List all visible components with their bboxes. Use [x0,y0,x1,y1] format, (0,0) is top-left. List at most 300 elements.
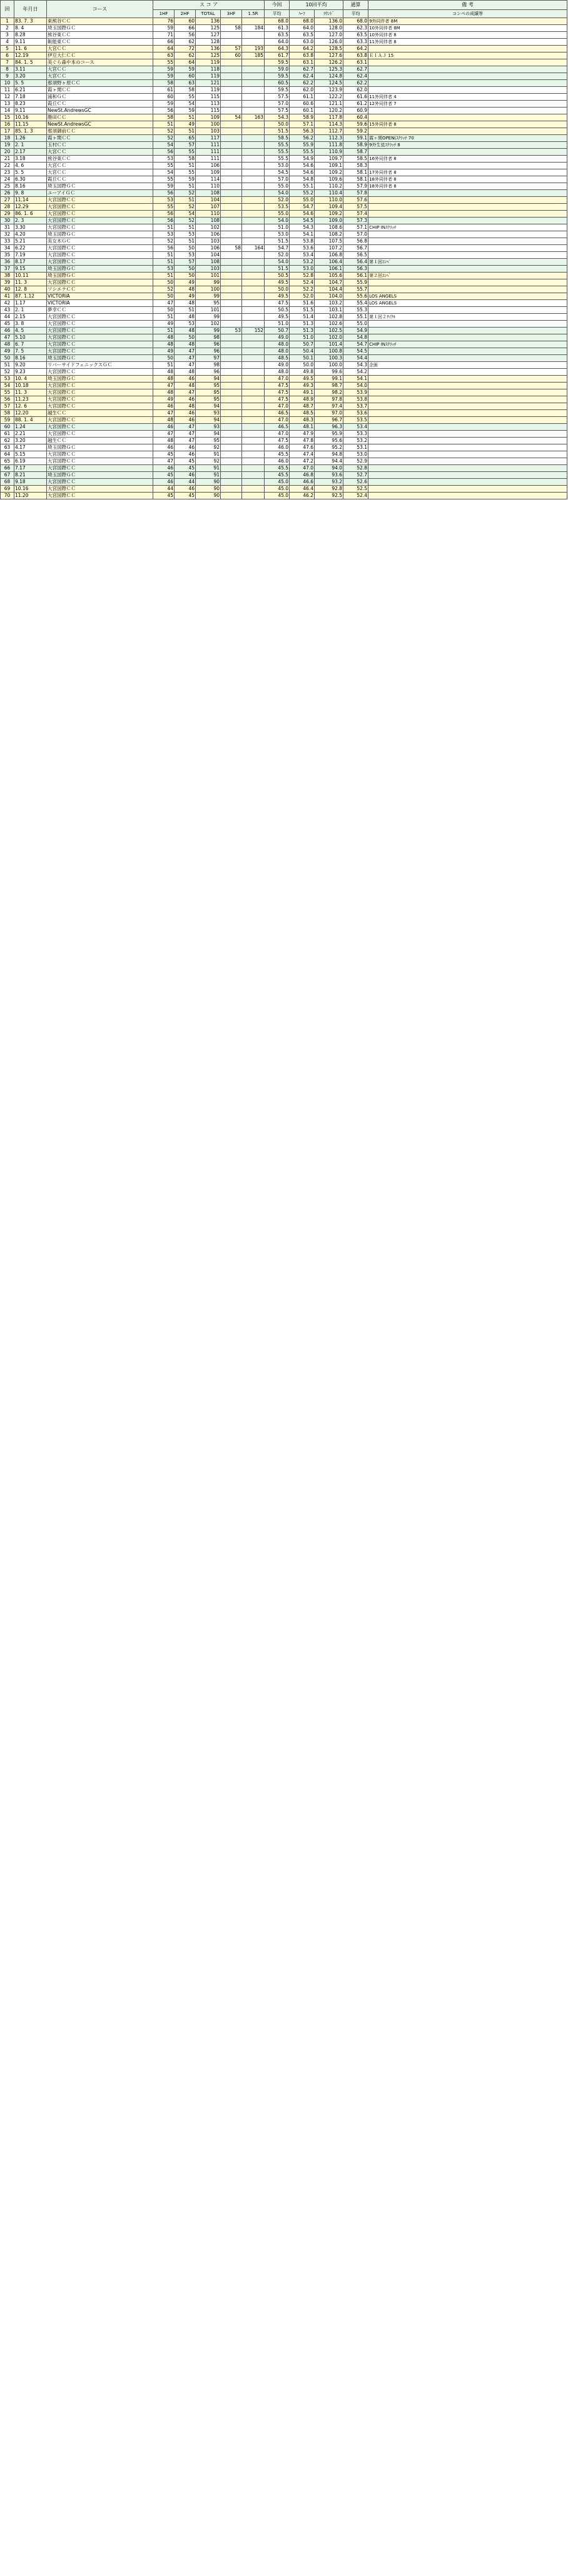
row-today: 47.5 [265,300,290,307]
table-row [1,66,567,73]
score-table [0,0,567,499]
row-h2: 47 [175,348,196,355]
row-h3 [221,279,242,286]
row-h1: 55 [153,204,175,211]
row-h15 [242,348,265,355]
row-avg10-half: 55.2 [290,190,315,197]
row-h2: 59 [175,108,196,114]
row-avg10-round: 92.8 [315,486,343,493]
row-total: 109 [196,114,221,121]
header-h15: 1.5R [242,10,265,18]
table-row [1,328,567,334]
row-today: 45.0 [265,479,290,486]
row-no: 24 [1,176,14,183]
row-memo [368,334,567,341]
row-h1: 48 [153,334,175,341]
row-date: 8.28 [14,32,47,39]
row-h2: 53 [175,231,196,238]
row-total: 98 [196,362,221,369]
row-today: 54.0 [265,190,290,197]
row-h3 [221,417,242,424]
row-h2: 55 [175,94,196,101]
row-hc: 54.2 [343,369,368,376]
row-h1: 47 [153,410,175,417]
row-date: 12. 6 [14,403,47,410]
row-memo: 10外同伴者 8M [368,25,567,32]
row-today: 58.5 [265,135,290,142]
row-no: 41 [1,293,14,300]
row-avg10-half: 47.9 [290,431,315,438]
row-memo: 第１回２ｻｲｸﾙ [368,314,567,321]
row-no: 54 [1,383,14,389]
row-avg10-half: 63.0 [290,39,315,46]
row-no: 19 [1,142,14,149]
row-avg10-half: 50.4 [290,348,315,355]
row-h3 [221,211,242,218]
row-h2: 51 [175,224,196,231]
row-h1: 63 [153,53,175,59]
row-memo [368,252,567,259]
row-avg10-round: 122.2 [315,94,343,101]
row-avg10-half: 62.7 [290,66,315,73]
row-h1: 47 [153,383,175,389]
row-no: 25 [1,183,14,190]
table-row [1,389,567,396]
row-h3 [221,121,242,128]
row-memo [368,431,567,438]
row-date: 5.10 [14,334,47,341]
row-memo [368,348,567,355]
row-memo: 18外同伴者 8 [368,176,567,183]
row-course: 越生ＣＣ [47,438,153,444]
row-avg10-round: 109.2 [315,169,343,176]
row-course: 大宮国際ＣＣ [47,259,153,266]
row-total: 94 [196,431,221,438]
row-course: 東熊谷ＣＣ [47,18,153,25]
row-h3 [221,293,242,300]
row-course: 大宮国際ＣＣ [47,486,153,493]
table-row [1,169,567,176]
row-date: 9.11 [14,39,47,46]
row-memo: 第２回ｺﾝﾍﾟ [368,273,567,279]
score-sheet [0,0,567,499]
row-hc: 55.7 [343,286,368,293]
row-today: 59.0 [265,66,290,73]
row-hc: 54.9 [343,328,368,334]
row-course: 大宮国際ＣＣ [47,328,153,334]
row-avg10-half: 55.1 [290,183,315,190]
row-h3 [221,355,242,362]
row-memo [368,417,567,424]
row-memo [368,231,567,238]
row-course: 浦和ＧＣ [47,94,153,101]
row-course: 大宮国際ＣＣ [47,348,153,355]
row-avg10-half: 63.8 [290,53,315,59]
row-avg10-round: 94.0 [315,465,343,472]
row-course: NewSt.AndrewsGC [47,108,153,114]
row-avg10-half: 53.0 [290,266,315,273]
row-h3 [221,18,242,25]
header-hc: 通算 [343,1,368,10]
row-no: 69 [1,486,14,493]
row-memo: 12外同伴者 7 [368,101,567,108]
row-hc: 63.3 [343,39,368,46]
row-memo [368,238,567,245]
row-h2: 51 [175,114,196,121]
row-h1: 56 [153,149,175,156]
row-date: 83. 7. 3 [14,18,47,25]
row-h1: 52 [153,128,175,135]
row-avg10-round: 110.9 [315,149,343,156]
row-h2: 51 [175,183,196,190]
row-h15 [242,211,265,218]
row-h2: 44 [175,479,196,486]
table-row [1,53,567,59]
row-h15 [242,355,265,362]
row-h3 [221,190,242,197]
row-hc: 54.5 [343,348,368,355]
row-today: 64.3 [265,46,290,53]
row-h1: 64 [153,46,175,53]
row-avg10-round: 102.0 [315,334,343,341]
row-date: 12.20 [14,410,47,417]
row-avg10-half: 46.2 [290,493,315,499]
row-date: 3.20 [14,73,47,80]
row-h2: 53 [175,321,196,328]
row-total: 119 [196,73,221,80]
row-course: 大宮国際ＣＣ [47,493,153,499]
row-h3 [221,493,242,499]
row-memo: LOS ANGELS [368,300,567,307]
row-today: 46.5 [265,410,290,417]
row-total: 102 [196,321,221,328]
row-avg10-round: 96.7 [315,417,343,424]
row-h2: 58 [175,156,196,163]
row-avg10-round: 109.4 [315,204,343,211]
row-avg10-half: 48.9 [290,396,315,403]
row-memo [368,458,567,465]
row-no: 67 [1,472,14,479]
row-no: 20 [1,149,14,156]
row-h1: 48 [153,341,175,348]
row-h2: 57 [175,259,196,266]
row-no: 1 [1,18,14,25]
row-avg10-round: 95.6 [315,438,343,444]
row-memo [368,486,567,493]
row-h3 [221,142,242,149]
row-avg10-half: 51.6 [290,300,315,307]
row-h15 [242,410,265,417]
row-no: 27 [1,197,14,204]
row-total: 95 [196,438,221,444]
row-memo [368,493,567,499]
row-h2: 49 [175,279,196,286]
row-course: 那須野ヶ原ＣＣ [47,80,153,87]
row-date: 1.24 [14,424,47,431]
row-no: 61 [1,431,14,438]
row-date: 10.16 [14,486,47,493]
row-avg10-half: 64.2 [290,46,315,53]
row-avg10-half: 50.0 [290,362,315,369]
table-row [1,18,567,25]
row-hc: 55.1 [343,314,368,321]
row-total: 92 [196,444,221,451]
row-memo: 9外生徒ｽｸﾗｯﾁ 8 [368,142,567,149]
row-date: 11. 3 [14,389,47,396]
row-avg10-round: 108.6 [315,224,343,231]
row-h2: 46 [175,472,196,479]
row-h1: 51 [153,314,175,321]
row-hc: 58.5 [343,156,368,163]
row-no: 30 [1,218,14,224]
row-avg10-half: 54.8 [290,176,315,183]
row-h15 [242,190,265,197]
row-avg10-round: 106.1 [315,266,343,273]
row-h1: 76 [153,18,175,25]
row-h2: 50 [175,266,196,273]
row-h1: 52 [153,135,175,142]
row-today: 51.5 [265,238,290,245]
row-hc: 62.4 [343,73,368,80]
row-no: 26 [1,190,14,197]
row-h2: 50 [175,245,196,252]
row-avg10-half: 58.9 [290,114,315,121]
table-row [1,266,567,273]
row-avg10-round: 93.2 [315,479,343,486]
row-date: 87. 1.12 [14,293,47,300]
table-row [1,197,567,204]
row-memo [368,73,567,80]
row-total: 95 [196,383,221,389]
row-no: 59 [1,417,14,424]
row-avg10-half: 64.0 [290,25,315,32]
row-h15 [242,59,265,66]
row-today: 50.5 [265,273,290,279]
row-memo [368,59,567,66]
row-h3 [221,259,242,266]
row-today: 50.5 [265,307,290,314]
row-total: 115 [196,94,221,101]
row-total: 108 [196,190,221,197]
row-total: 90 [196,479,221,486]
row-h3: 57 [221,46,242,53]
row-no: 4 [1,39,14,46]
row-course: 那須御前ＣＣ [47,128,153,135]
row-avg10-round: 94.4 [315,458,343,465]
row-date: 11.14 [14,197,47,204]
row-hc: 53.9 [343,389,368,396]
row-h3: 58 [221,245,242,252]
row-h2: 72 [175,46,196,53]
row-hc: 53.2 [343,438,368,444]
row-date: 85. 1. 3 [14,128,47,135]
row-avg10-round: 126.0 [315,39,343,46]
row-today: 53.0 [265,163,290,169]
row-today: 61.3 [265,25,290,32]
row-avg10-round: 114.3 [315,121,343,128]
row-avg10-round: 127.0 [315,32,343,39]
row-h3 [221,403,242,410]
row-course: NewSt.AndrewsGC [47,121,153,128]
row-course: 大宮国際ＣＣ [47,424,153,431]
row-total: 97 [196,355,221,362]
row-h2: 62 [175,53,196,59]
table-row [1,410,567,417]
row-no: 37 [1,266,14,273]
row-h2: 46 [175,486,196,493]
row-no: 65 [1,458,14,465]
row-h3 [221,314,242,321]
row-today: 47.0 [265,417,290,424]
row-total: 95 [196,389,221,396]
row-course: 勝田ＣＣ [47,114,153,121]
row-today: 50.7 [265,328,290,334]
row-h3 [221,183,242,190]
row-hc: 62.0 [343,87,368,94]
row-memo [368,108,567,114]
row-h15 [242,314,265,321]
row-h1: 45 [153,493,175,499]
row-today: 47.0 [265,431,290,438]
row-h15: 184 [242,25,265,32]
row-course: 霞丘ＣＣ [47,176,153,183]
table-row [1,211,567,218]
table-row [1,156,567,163]
row-h2: 55 [175,169,196,176]
row-memo [368,465,567,472]
row-h1: 52 [153,238,175,245]
row-h2: 47 [175,438,196,444]
row-h3 [221,321,242,328]
row-avg10-half: 56.2 [290,135,315,142]
row-no: 45 [1,321,14,328]
row-avg10-round: 109.0 [315,218,343,224]
row-total: 110 [196,183,221,190]
row-today: 49.0 [265,362,290,369]
row-total: 93 [196,410,221,417]
row-date: 3.11 [14,66,47,73]
table-row [1,424,567,431]
row-date: 3. 8 [14,321,47,328]
row-total: 119 [196,59,221,66]
row-today: 54.7 [265,245,290,252]
row-date: 4. 5 [14,328,47,334]
table-row [1,431,567,438]
row-memo [368,383,567,389]
row-h3 [221,252,242,259]
row-avg10-half: 54.6 [290,211,315,218]
row-h3: 58 [221,25,242,32]
row-h15 [242,383,265,389]
row-avg10-round: 107.2 [315,245,343,252]
row-h1: 56 [153,211,175,218]
table-row [1,149,567,156]
row-h1: 46 [153,424,175,431]
header-h1: 1HF [153,10,175,18]
row-no: 47 [1,334,14,341]
row-course: 大宮国際ＣＣ [47,458,153,465]
row-date: 6. 7 [14,341,47,348]
row-h3 [221,169,242,176]
row-avg10-round: 104.7 [315,279,343,286]
row-h15 [242,341,265,348]
row-avg10-half: 46.8 [290,472,315,479]
row-hc: 63.8 [343,53,368,59]
row-date: 6.30 [14,176,47,183]
row-total: 96 [196,341,221,348]
row-today: 64.0 [265,39,290,46]
row-total: 106 [196,163,221,169]
row-h2: 48 [175,286,196,293]
table-row [1,218,567,224]
row-total: 90 [196,493,221,499]
row-today: 55.5 [265,156,290,163]
row-h15 [242,424,265,431]
row-avg10-round: 123.9 [315,87,343,94]
row-today: 57.5 [265,108,290,114]
row-hc: 58.9 [343,142,368,149]
table-row [1,334,567,341]
row-h1: 48 [153,376,175,383]
row-avg10-round: 124.5 [315,80,343,87]
row-hc: 54.4 [343,355,368,362]
row-h2: 47 [175,424,196,431]
row-h15 [242,431,265,438]
row-date: 3.18 [14,156,47,163]
row-hc: 59.1 [343,135,368,142]
row-total: 127 [196,32,221,39]
row-avg10-round: 124.8 [315,73,343,80]
row-date: 12.19 [14,53,47,59]
row-h15 [242,149,265,156]
row-total: 91 [196,451,221,458]
row-h2: 46 [175,410,196,417]
row-avg10-round: 95.9 [315,431,343,438]
row-no: 36 [1,259,14,266]
row-h1: 49 [153,321,175,328]
row-no: 33 [1,238,14,245]
row-no: 42 [1,300,14,307]
row-no: 62 [1,438,14,444]
row-avg10-round: 107.5 [315,238,343,245]
row-avg10-round: 109.2 [315,211,343,218]
row-h15 [242,376,265,383]
table-row [1,87,567,94]
row-date: 4.17 [14,444,47,451]
row-hc: 53.7 [343,403,368,410]
row-hc: 62.3 [343,25,368,32]
row-total: 102 [196,224,221,231]
row-avg10-half: 46.6 [290,479,315,486]
row-date: 8.16 [14,355,47,362]
row-hc: 61.2 [343,101,368,108]
row-h15 [242,128,265,135]
row-h3 [221,59,242,66]
row-hc: 53.4 [343,424,368,431]
row-no: 64 [1,451,14,458]
row-today: 60.5 [265,80,290,87]
row-h3 [221,376,242,383]
row-total: 108 [196,259,221,266]
row-h1: 53 [153,197,175,204]
row-course: 大宮ＣＣ [47,169,153,176]
row-hc: 56.7 [343,245,368,252]
row-today: 55.5 [265,149,290,156]
row-total: 103 [196,238,221,245]
row-h15 [242,101,265,108]
row-avg10-half: 50.1 [290,355,315,362]
row-today: 47.0 [265,376,290,383]
